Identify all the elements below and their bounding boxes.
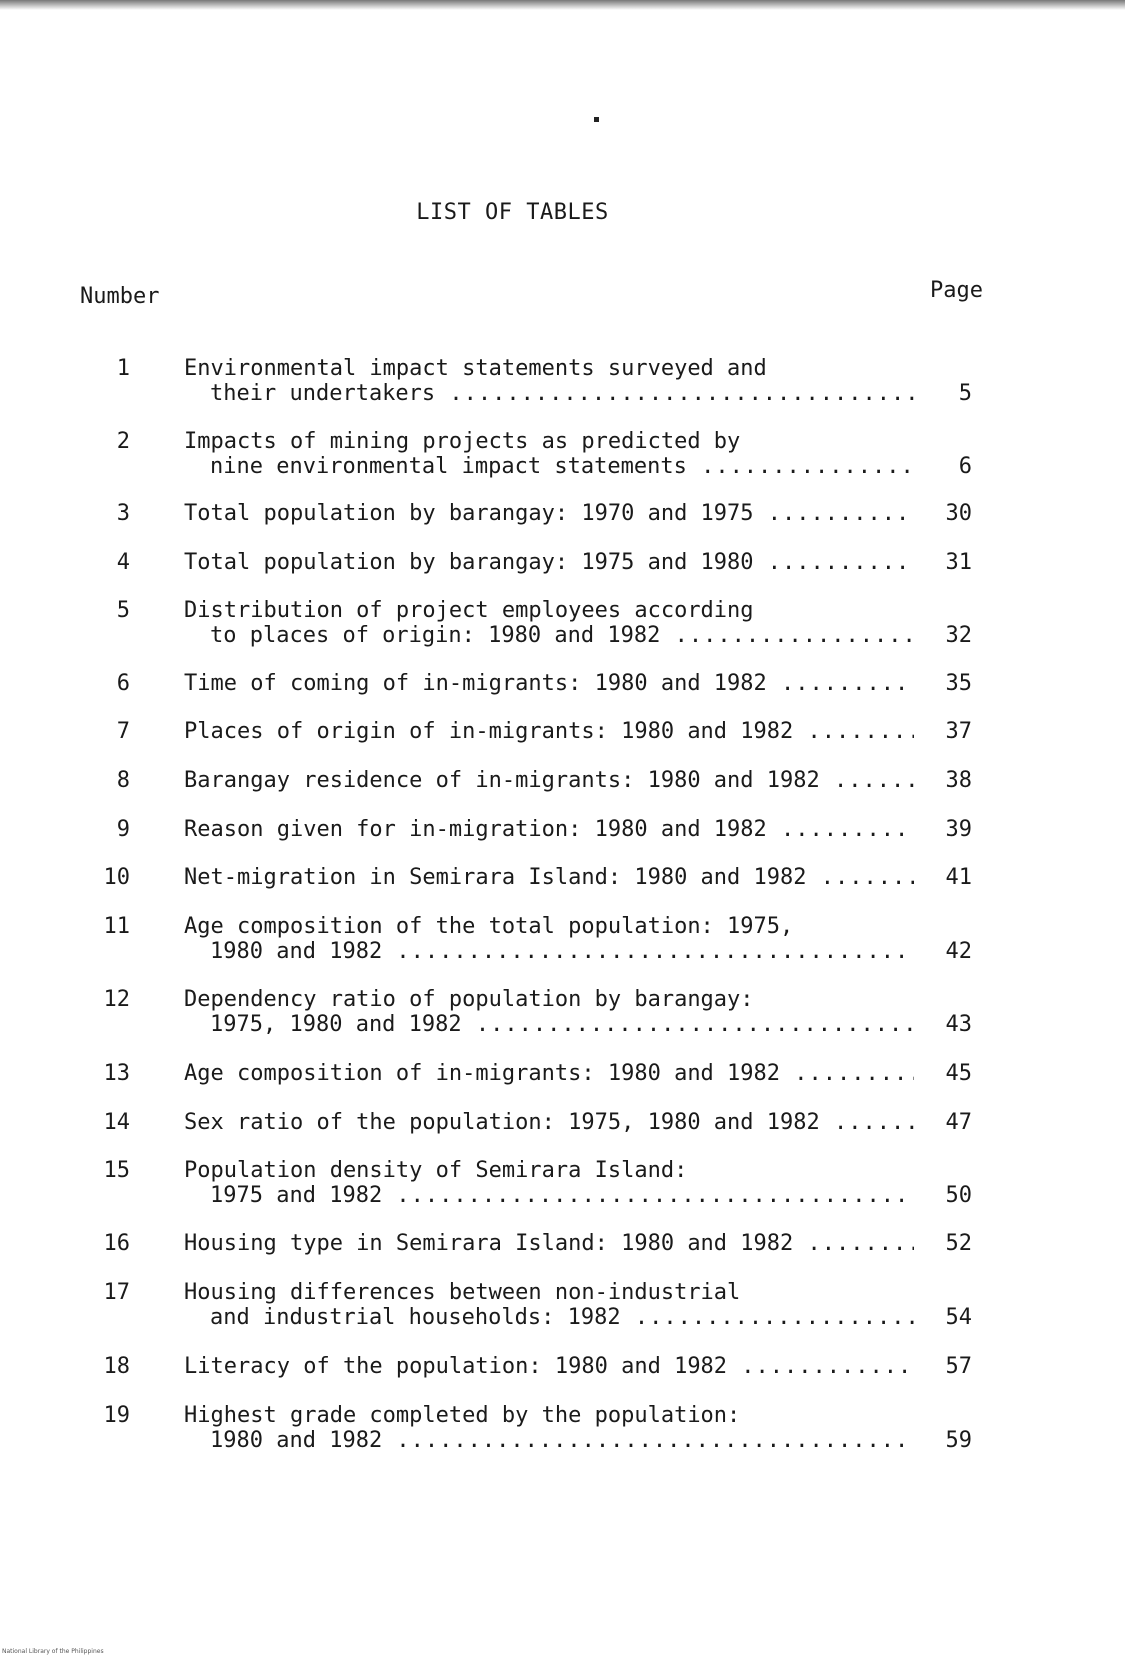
table-title-line: Net-migration in Semirara Island: 1980 and 1982 .....	[184, 865, 914, 890]
page-number: 42	[945, 939, 972, 964]
table-number: 16	[103, 1231, 130, 1256]
table-title-line: 1975 and 1982 .....	[210, 1183, 914, 1208]
table-title-line: and industrial households: 1982 .....	[210, 1305, 914, 1330]
page-number: 41	[945, 865, 972, 890]
table-number: 19	[103, 1403, 130, 1428]
footer-text: National Library of the Philippines	[2, 1648, 104, 1655]
table-number: 14	[103, 1110, 130, 1135]
table-number: 15	[103, 1158, 130, 1183]
table-number: 5	[116, 598, 130, 623]
table-title-line: Environmental impact statements surveyed and	[184, 356, 767, 381]
table-number: 6	[116, 671, 130, 696]
page-number: 38	[945, 768, 972, 793]
page-number: 31	[945, 550, 972, 575]
page-mark	[594, 117, 599, 122]
table-title-line: their undertakers .....	[210, 381, 914, 406]
table-number: 8	[116, 768, 130, 793]
table-title-line: nine environmental impact statements .....	[210, 454, 914, 479]
table-title-line: Total population by barangay: 1970 and 1975 .....	[184, 501, 914, 526]
page-number: 39	[945, 817, 972, 842]
table-number: 13	[103, 1061, 130, 1086]
table-number: 11	[103, 914, 130, 939]
table-title-line: Housing type in Semirara Island: 1980 and 1982 .....	[184, 1231, 914, 1256]
table-number: 17	[103, 1280, 130, 1305]
page-number: 52	[945, 1231, 972, 1256]
page-number: 6	[958, 454, 972, 479]
number-column-header: Number	[80, 284, 160, 309]
table-title-line: Distribution of project employees according	[184, 598, 754, 623]
table-title-line: Population density of Semirara Island:	[184, 1158, 688, 1183]
page-number: 47	[945, 1110, 972, 1135]
page-number: 37	[945, 719, 972, 744]
table-number: 18	[103, 1354, 130, 1379]
page-number: 43	[945, 1012, 972, 1037]
table-title-line: to places of origin: 1980 and 1982 .....	[210, 623, 914, 648]
table-number: 4	[116, 550, 130, 575]
table-title-line: Impacts of mining projects as predicted by	[184, 429, 741, 454]
table-title-line: Reason given for in-migration: 1980 and 1982 .....	[184, 817, 914, 842]
table-title-line: Age composition of the total population: 1975,	[184, 914, 794, 939]
table-title-line: Age composition of in-migrants: 1980 and 1982 .....	[184, 1061, 914, 1086]
table-number: 10	[103, 865, 130, 890]
table-number: 7	[116, 719, 130, 744]
table-title-line: Total population by barangay: 1975 and 1980 .....	[184, 550, 914, 575]
page-number: 35	[945, 671, 972, 696]
table-title-line: Dependency ratio of population by barangay:	[184, 987, 754, 1012]
table-title-line: 1975, 1980 and 1982 .....	[210, 1012, 914, 1037]
table-number: 1	[116, 356, 130, 381]
page-number: 50	[945, 1183, 972, 1208]
table-number: 9	[116, 817, 130, 842]
table-title-line: Housing differences between non-industrial	[184, 1280, 741, 1305]
table-title-line: Places of origin of in-migrants: 1980 and 1982 .....	[184, 719, 914, 744]
table-number: 2	[116, 429, 130, 454]
page-title: LIST OF TABLES	[416, 200, 609, 225]
table-number: 3	[116, 501, 130, 526]
page-column-header: Page	[930, 278, 983, 303]
table-title-line: 1980 and 1982 .....	[210, 939, 914, 964]
table-title-line: Literacy of the population: 1980 and 1982 .....	[184, 1354, 914, 1379]
table-title-line: 1980 and 1982 .....	[210, 1428, 914, 1453]
page-number: 54	[945, 1305, 972, 1330]
page-number: 57	[945, 1354, 972, 1379]
table-title-line: Barangay residence of in-migrants: 1980 and 1982 .....	[184, 768, 914, 793]
page-number: 32	[945, 623, 972, 648]
page-number: 45	[945, 1061, 972, 1086]
table-title-line: Sex ratio of the population: 1975, 1980 and 1982 .....	[184, 1110, 914, 1135]
page-number: 5	[958, 381, 972, 406]
page-number: 59	[945, 1428, 972, 1453]
scan-edge	[0, 0, 1125, 10]
table-number: 12	[103, 987, 130, 1012]
table-title-line: Highest grade completed by the population:	[184, 1403, 741, 1428]
table-title-line: Time of coming of in-migrants: 1980 and 1982 .....	[184, 671, 914, 696]
page-number: 30	[945, 501, 972, 526]
